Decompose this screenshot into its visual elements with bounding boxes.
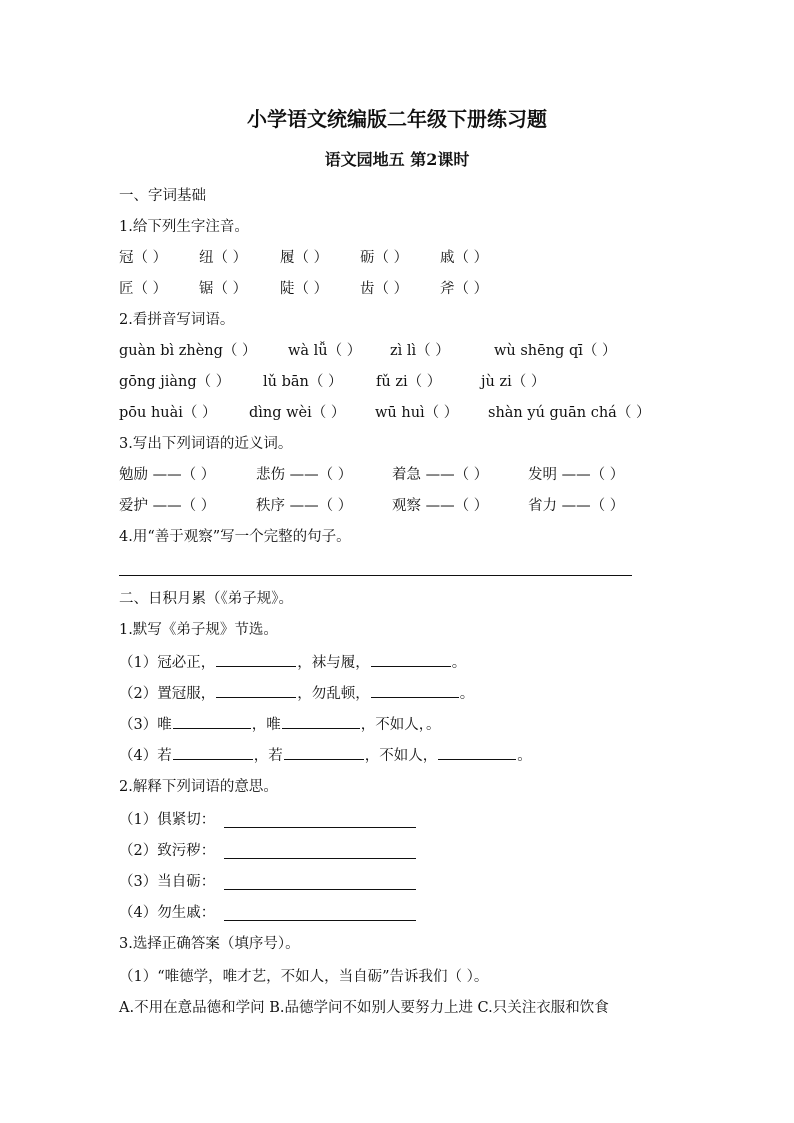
answer-line[interactable] [224, 920, 416, 921]
pinyin-word-item: dìng wèi（ ） [249, 405, 346, 421]
synonym-item: 发明 ——（ ） [528, 467, 625, 483]
answer-line[interactable] [224, 827, 416, 828]
recitation-line [119, 683, 474, 705]
pinyin-word-item: wà lǚ（ ） [288, 343, 362, 359]
pinyin-item: 斧（ ） [440, 281, 489, 297]
pinyin-item: 齿（ ） [360, 281, 409, 297]
question-prompt: 3.写出下列词语的近义词。 [119, 436, 293, 452]
pinyin-word-item: pōu huài（ ） [119, 405, 217, 421]
pinyin-word-item: gōng jiàng（ ） [119, 374, 231, 390]
synonym-item: 着急 ——（ ） [392, 467, 489, 483]
pinyin-word-item: guàn bì zhèng（ ） [119, 343, 257, 359]
synonym-item: 省力 ——（ ） [528, 498, 625, 514]
line-text: （1）冠必正， [119, 655, 216, 671]
fill-blank[interactable] [216, 683, 296, 698]
synonym-item: 悲伤 ——（ ） [256, 467, 353, 483]
definition-item: （3）当自砺： [119, 874, 216, 890]
answer-line[interactable] [224, 858, 416, 859]
question-prompt: 2.解释下列词语的意思。 [119, 779, 278, 795]
line-text: ，若 [253, 748, 283, 764]
section-heading: 二、日积月累（《弟子规》。 [119, 591, 293, 607]
line-text: 。 [459, 686, 475, 702]
fill-blank[interactable] [173, 714, 251, 729]
choice-options: A.不用在意品德和学问 B.品德学问不如别人要努力上进 C.只关注衣服和饮食 [119, 1000, 609, 1016]
question-prompt: 3.选择正确答案（填序号）。 [119, 936, 300, 952]
synonym-item: 勉励 ——（ ） [119, 467, 216, 483]
pinyin-item: 锯（ ） [199, 281, 248, 297]
pinyin-item: 履（ ） [280, 250, 329, 266]
pinyin-word-item: shàn yú guān chá（ ） [488, 405, 651, 421]
line-text: 。 [451, 655, 467, 671]
answer-line[interactable] [224, 889, 416, 890]
line-text: （2）置冠服， [119, 686, 216, 702]
line-text: ，不如人，。 [360, 717, 441, 733]
line-text: （4）若 [119, 748, 172, 764]
fill-blank[interactable] [371, 652, 451, 667]
fill-blank[interactable] [284, 745, 364, 760]
choice-question: （1）“唯德学，唯才艺，不如人，当自砺”告诉我们（ ）。 [119, 969, 489, 985]
pinyin-item: 砺（ ） [360, 250, 409, 266]
synonym-item: 爱护 ——（ ） [119, 498, 216, 514]
page-title: 小学语文统编版二年级下册练习题 [247, 107, 547, 131]
definition-item: （4）勿生戚： [119, 905, 216, 921]
lesson-subtitle: 语文园地五 第2课时 [324, 150, 470, 169]
recitation-line [119, 745, 532, 767]
pinyin-item: 纽（ ） [199, 250, 248, 266]
recitation-line [119, 652, 466, 674]
question-prompt: 1.给下列生字注音。 [119, 219, 249, 235]
fill-blank[interactable] [438, 745, 516, 760]
synonym-item: 秩序 ——（ ） [256, 498, 353, 514]
pinyin-word-item: lǔ bān（ ） [263, 374, 343, 390]
line-text: ，不如人， [364, 748, 438, 764]
answer-line[interactable] [119, 575, 632, 576]
pinyin-word-item: zì lì（ ） [390, 343, 450, 359]
pinyin-item: 戚（ ） [440, 250, 489, 266]
pinyin-word-item: jù zi（ ） [481, 374, 546, 390]
pinyin-item: 陡（ ） [280, 281, 329, 297]
question-prompt: 1.默写《弟子规》节选。 [119, 622, 278, 638]
fill-blank[interactable] [216, 652, 296, 667]
line-text: ，袜与履， [297, 655, 370, 671]
line-text: ，勿乱顿， [297, 686, 370, 702]
recitation-line [119, 714, 440, 736]
fill-blank[interactable] [282, 714, 360, 729]
definition-item: （1）俱紧切： [119, 812, 216, 828]
line-text: 。 [517, 748, 532, 764]
fill-blank[interactable] [371, 683, 459, 698]
pinyin-word-item: wù shēng qī（ ） [494, 343, 617, 359]
line-text: ，唯 [251, 717, 281, 733]
question-prompt: 2.看拼音写词语。 [119, 312, 235, 328]
synonym-item: 观察 ——（ ） [392, 498, 489, 514]
pinyin-word-item: fǔ zi（ ） [376, 374, 442, 390]
pinyin-item: 匠（ ） [119, 281, 168, 297]
pinyin-item: 冠（ ） [119, 250, 168, 266]
line-text: （3）唯 [119, 717, 172, 733]
pinyin-word-item: wū huì（ ） [375, 405, 459, 421]
fill-blank[interactable] [173, 745, 253, 760]
definition-item: （2）致污秽： [119, 843, 216, 859]
question-prompt: 4.用“善于观察”写一个完整的句子。 [119, 529, 351, 545]
section-heading: 一、字词基础 [119, 188, 206, 204]
